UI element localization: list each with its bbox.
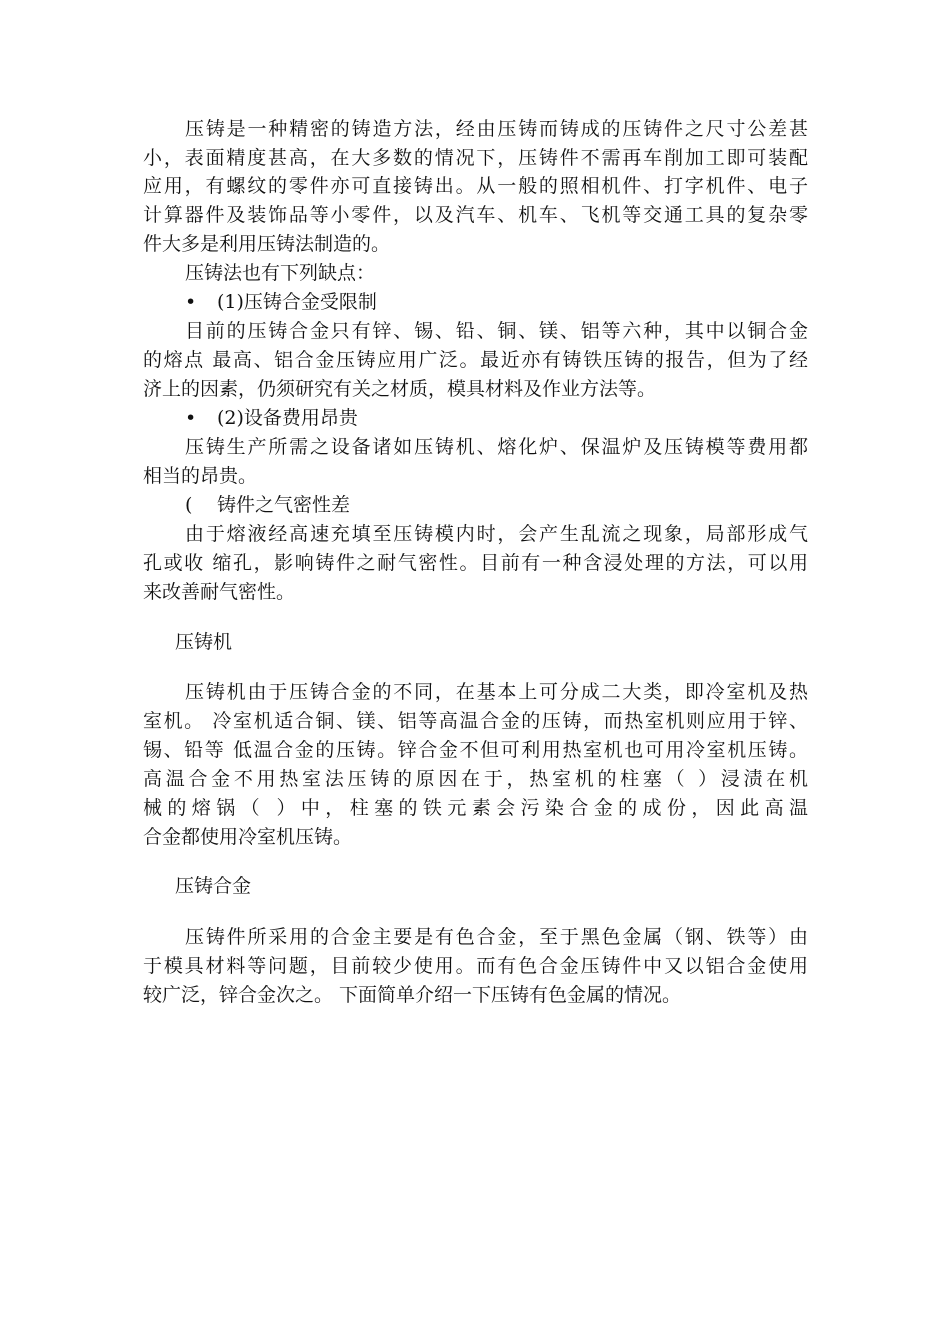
paragraph-line: 高温合金不用热室法压铸的原因在于，热室机的柱塞（ ）浸渍在机 [143, 768, 808, 790]
paragraph-line: 相当的昂贵。 [143, 465, 258, 487]
list-item [185, 289, 377, 316]
list-item-text: 铸件之气密性差 [217, 494, 351, 516]
paragraph-line: 合金都使用冷室机压铸。 [143, 826, 353, 848]
paragraph-line: 目前的压铸合金只有锌、锡、铅、铜、镁、铝等六种，其中以铜合金 [185, 320, 808, 342]
bullet-marker: • [185, 407, 197, 429]
paragraph-line: 锡、铅等 低温合金的压铸。锌合金不但可利用热室机也可用冷室机压铸。 [143, 739, 808, 761]
paragraph-line: 济上的因素，仍须研究有关之材质，模具材料及作业方法等。 [143, 378, 657, 400]
paragraph-line: 孔或收 缩孔，影响铸件之耐气密性。目前有一种含浸处理的方法，可以用 [143, 552, 808, 574]
paragraph-line: 的熔点 最高、铝合金压铸应用广泛。最近亦有铸铁压铸的报告，但为了经 [143, 349, 808, 371]
paragraph-line: 小，表面精度甚高，在大多数的情况下，压铸件不需再车削加工即可装配 [143, 147, 808, 169]
paragraph-line: 于模具材料等问题，目前较少使用。而有色合金压铸件中又以铝合金使用 [143, 955, 808, 977]
paragraph-line: 压铸是一种精密的铸造方法，经由压铸而铸成的压铸件之尺寸公差甚 [185, 118, 808, 140]
paragraph-line: 来改善耐气密性。 [143, 581, 296, 603]
bullet-marker: ( [185, 494, 193, 516]
paragraph-line: 计算器件及装饰品等小零件，以及汽车、机车、飞机等交通工具的复杂零 [143, 204, 808, 226]
paragraph-line: 室机。 冷室机适合铜、镁、铝等高温合金的压铸，而热室机则应用于锌、 [143, 710, 808, 732]
paragraph-line: 件大多是利用压铸法制造的。 [143, 233, 391, 255]
list-item [185, 405, 358, 432]
section-heading: 压铸合金 [175, 875, 252, 897]
paragraph-line: 较广泛，锌合金次之。 下面简单介绍一下压铸有色金属的情况。 [143, 984, 682, 1006]
paragraph-line: 压铸件所采用的合金主要是有色合金，至于黑色金属（钢、铁等）由 [185, 926, 808, 948]
paragraph-line: 压铸法也有下列缺点： [185, 262, 376, 284]
paragraph-line: 由于熔液经高速充填至压铸模内时，会产生乱流之现象，局部形成气 [185, 523, 808, 545]
bullet-marker: • [185, 291, 197, 313]
paragraph-line: 压铸机由于压铸合金的不同，在基本上可分成二大类，即冷室机及热 [185, 681, 808, 703]
paragraph-line: 压铸生产所需之设备诸如压铸机、熔化炉、保温炉及压铸模等费用都 [185, 436, 808, 458]
paragraph-line: 应用，有螺纹的零件亦可直接铸出。从一般的照相机件、打字机件、电子 [143, 175, 808, 197]
list-item-text: (1)压铸合金受限制 [217, 291, 377, 313]
list-item-text: (2)设备费用昂贵 [217, 407, 358, 429]
paragraph-line: 械的熔锅（ ）中，柱塞的铁元素会污染合金的成份，因此高温 [143, 797, 808, 819]
section-heading: 压铸机 [175, 631, 233, 653]
list-item [185, 492, 350, 519]
